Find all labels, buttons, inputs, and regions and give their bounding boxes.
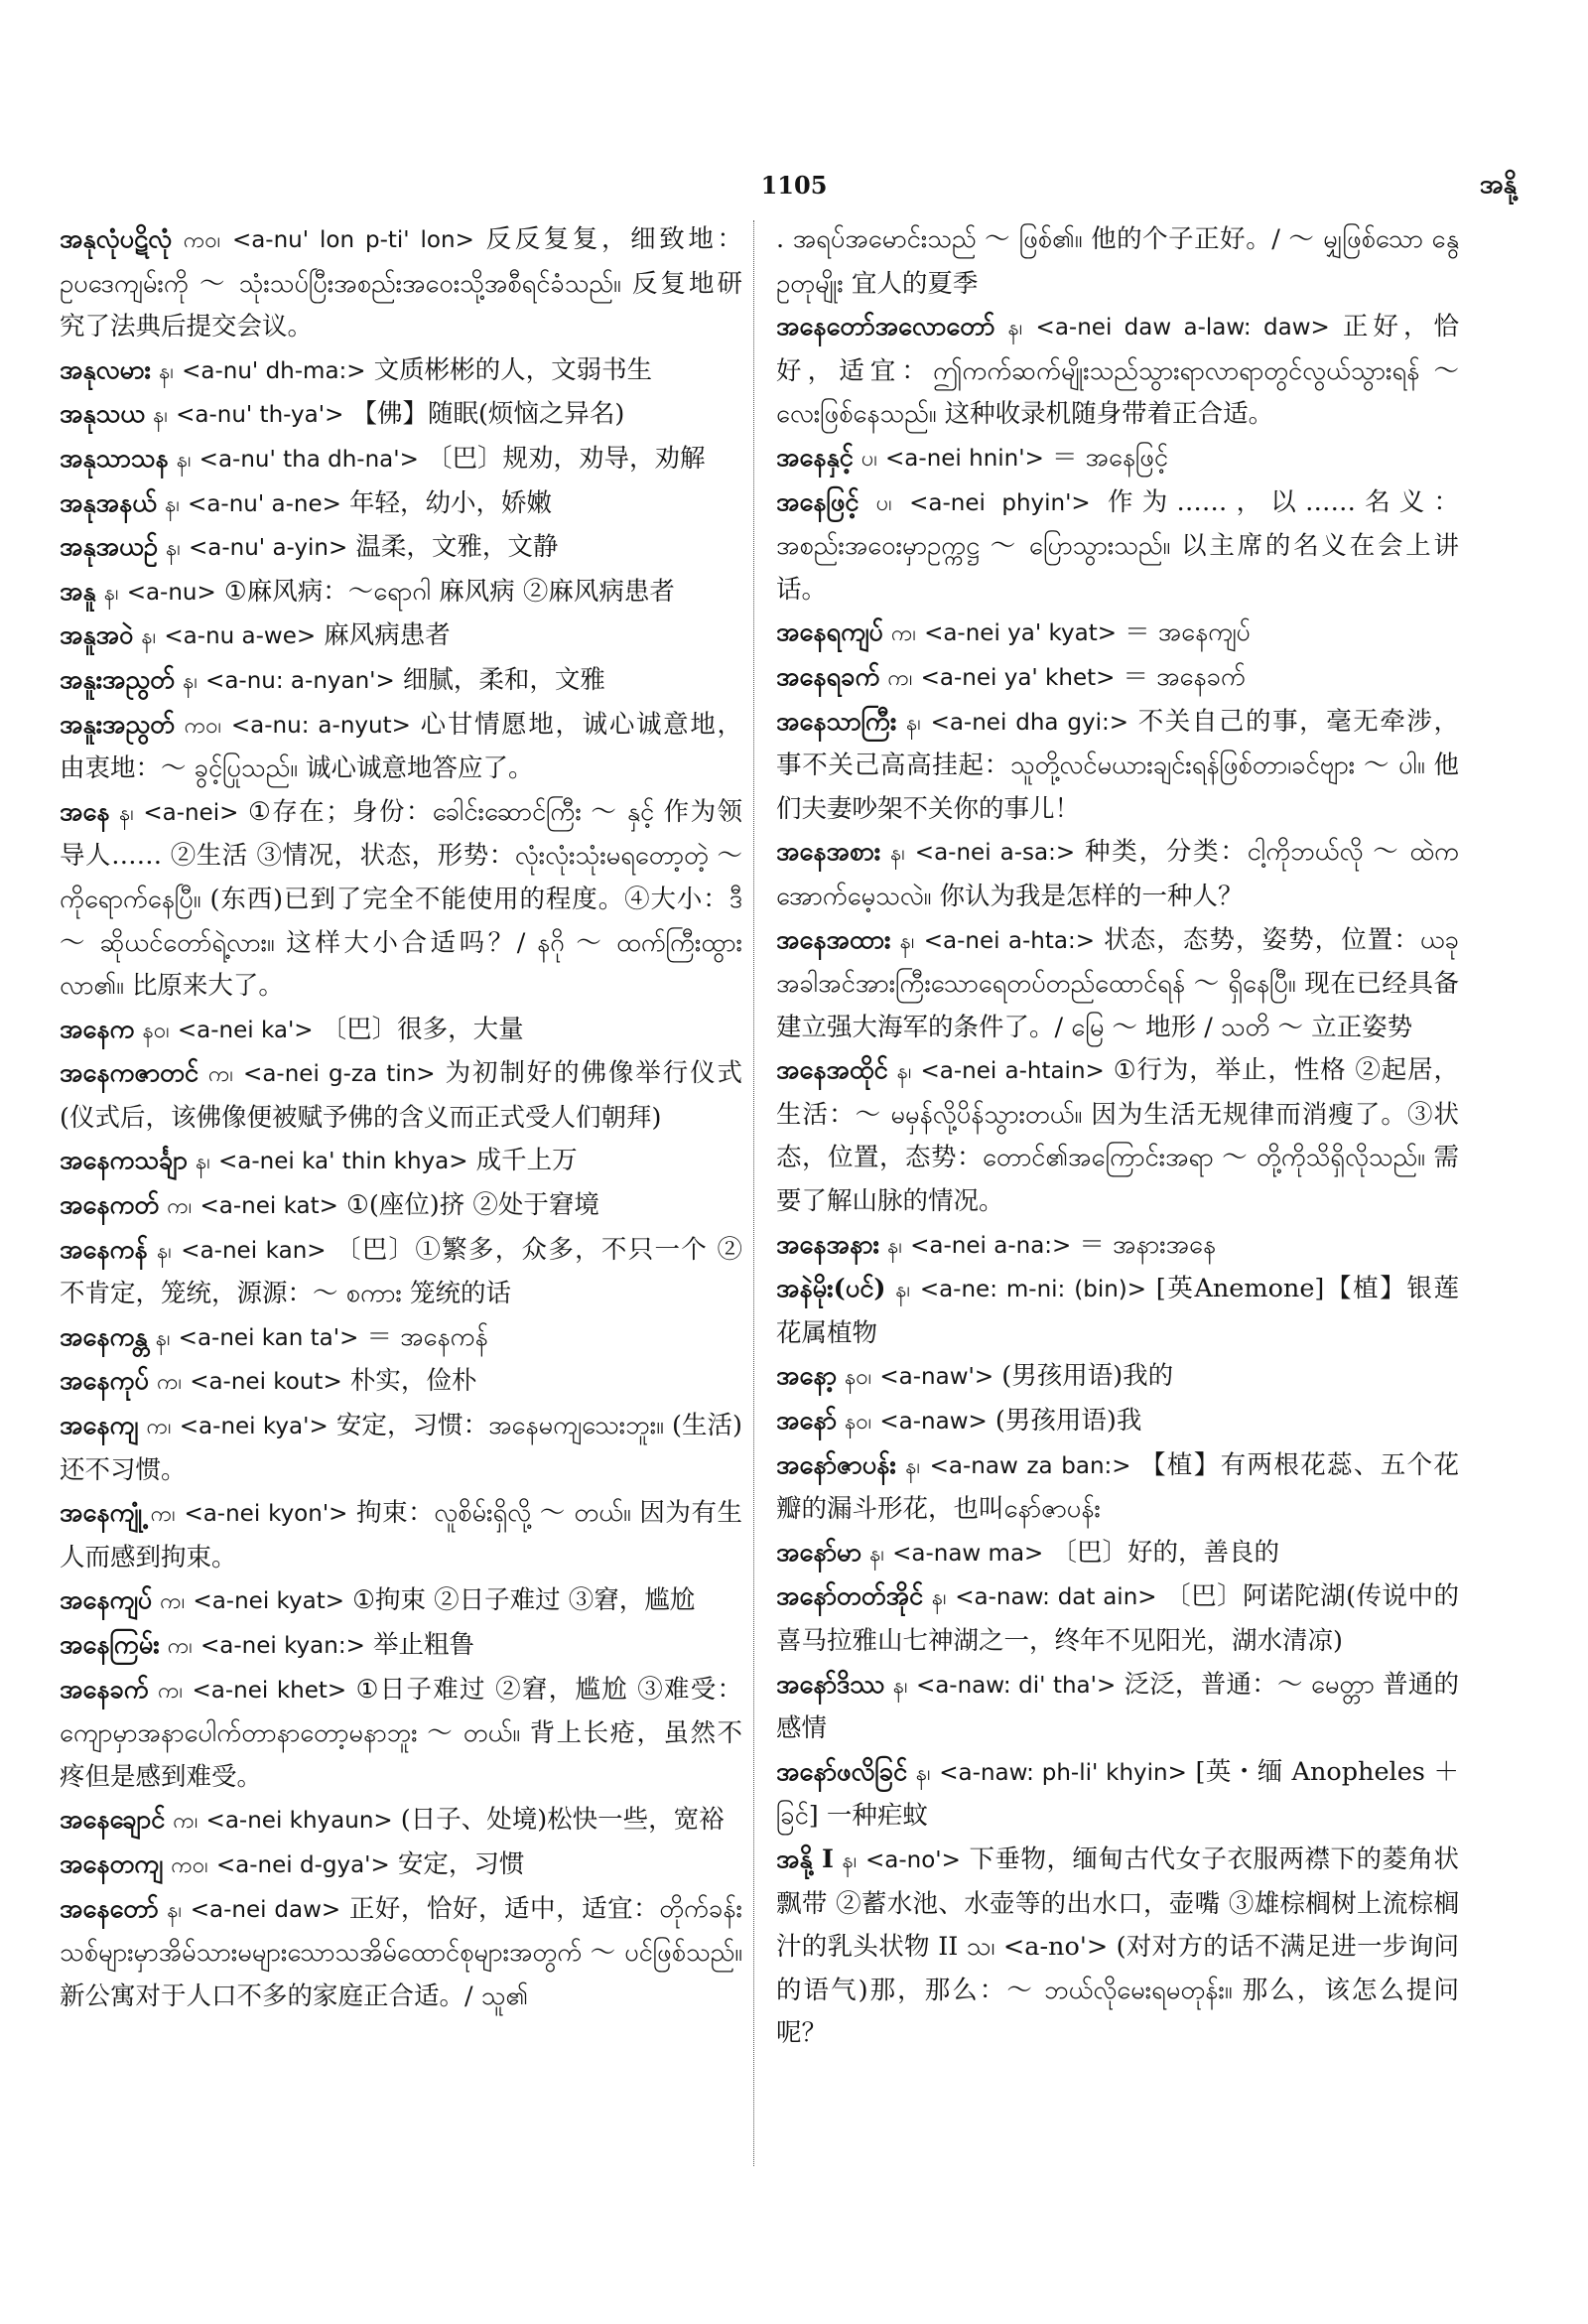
dictionary-entry [776,437,1459,481]
dictionary-entry [60,438,742,482]
entry-headword: အနို့ I [776,1844,834,1874]
entry-definition: [英・缅 Anopheles ＋ခြင်] 一种疟蚊 [776,1756,1459,1832]
entry-headword: အနော်မာ [776,1537,861,1568]
entry-part-of-speech: န၊ [159,358,174,384]
entry-romanization: <a-nei a-hta:> [923,927,1095,954]
dictionary-entry [776,1664,1459,1751]
dictionary-entry [60,1624,742,1669]
entry-definition: ＝ အနေကန် [366,1321,488,1352]
dictionary-entry [60,349,742,394]
entry-part-of-speech: က၊ [167,1194,193,1220]
entry-headword: အနော့ [776,1361,837,1392]
dictionary-entry [60,1844,742,1888]
entry-part-of-speech: က၊ [160,1589,186,1615]
entry-romanization: <a-nei d-gya'> [215,1851,390,1878]
entry-part-of-speech: န၊ [176,447,192,473]
entry-part-of-speech: က၊ [157,1370,183,1396]
dictionary-entry [776,1049,1459,1223]
entry-definition: 正好，恰好，适中，适宜：တိုက်ခန်းသစ်များမှာအိမ်သားမများသောသအိမ်ထောင်စုများအတွက် ～ ပင်ဖြစ်သည်။ 新公寓对于人口不多的家庭正合适。/ သူ၏ [60,1893,742,2011]
entry-headword: အနေကဇာတင် [60,1058,199,1089]
entry-part-of-speech: န၊ [895,1278,911,1303]
entry-headword: အနေတော် [60,1893,159,1924]
entry-part-of-speech: န၊ [155,1325,171,1351]
entry-part-of-speech: က၊ [158,1678,184,1704]
entry-romanization: <a-nei phyin'> [909,489,1091,516]
dictionary-entry [60,659,742,704]
entry-definition: 细腻，柔和，文雅 [402,664,605,695]
entry-definition: (男孩用语)我 [994,1406,1142,1436]
entry-romanization: <a-nei khyaun> [205,1808,393,1835]
entry-definition: 【佛】随眠(烦恼之异名) [351,399,625,430]
entry-definition: 年轻，幼小，娇嫩 [349,487,553,518]
dictionary-entry [60,1184,742,1229]
dictionary-entry [60,1579,742,1624]
dictionary-entry [776,1532,1459,1576]
entry-romanization: <a-nei hnin'> [885,445,1044,472]
entry-definition: 心甘情愿地，诚心诚意地，由衷地：～ ခွင့်ပြုသည်။ 诚心诚意地答应了。 [60,709,743,784]
entry-romanization: <a-nu' tha dh-na'> [198,446,419,473]
dictionary-entry [776,1444,1459,1532]
entry-romanization: <a-nu' th-ya'> [176,402,344,429]
entry-definition: 〔巴〕①繁多，众多，不只一个 ②不肯定，笼统，源源：～ စကား 笼统的话 [60,1234,743,1309]
dictionary-entry [776,1575,1459,1663]
entry-romanization: <a-nei kat> [199,1193,338,1220]
dictionary-entry [776,1355,1459,1400]
entry-romanization: <a-nei kyon'> [184,1501,348,1528]
dictionary-entry [776,218,1459,306]
dictionary-entry [60,1669,742,1800]
entry-headword: အနူးအညွတ် [60,709,175,740]
entry-definition: 举止粗鲁 [372,1630,474,1660]
entry-part-of-speech: န၊ [153,403,168,429]
entry-headword: အနူ [60,576,96,607]
entry-romanization: <a-no'> [864,1846,961,1873]
entry-romanization: <a-naw za ban:> [929,1452,1131,1479]
entry-romanization: <a-nei kan> [181,1237,327,1264]
entry-romanization: <a-naw ma> [892,1540,1044,1567]
entry-headword: အနော်ဖလိခြင် [776,1756,908,1787]
entry-romanization: <a-naw: ph-li' khyin> [939,1759,1187,1786]
entry-definition: ①麻风病：～ရောဂါ 麻风病 ②麻风病患者 [223,576,675,607]
entry-romanization: <a-nei dha gyi:> [930,709,1129,736]
entry-romanization: <a-nei kya'> [179,1414,329,1440]
dictionary-entry [776,1224,1459,1269]
entry-definition: ①(座位)挤 ②处于窘境 [345,1190,599,1221]
entry-romanization: <a-nei> [143,799,239,826]
entry-part-of-speech: ပ၊ [860,446,877,472]
entry-headword: အနုအနယ် [60,487,157,518]
entry-romanization: <a-naw> [879,1409,988,1435]
dictionary-entry [776,306,1459,437]
entry-definition: 为初制好的佛像举行仪式(仪式后，该佛像便被赋予佛的含义而正式受人们朝拜) [60,1058,742,1133]
entry-headword: အနုလမား [60,354,152,385]
entry-headword: အနေအထိုင် [776,1055,888,1086]
entry-part-of-speech: န၊ [905,1453,921,1479]
dictionary-entry [60,1316,742,1361]
dictionary-entry [60,1229,742,1316]
entry-part-of-speech: န၊ [890,841,905,867]
entry-romanization: <a-nu> [126,579,216,606]
dictionary-entry [60,791,742,1009]
entry-headword: အနုသာသန [60,443,169,474]
entry-definition: 正好，恰好，适宜：ဤကက်ဆက်မျိုးသည်သွားရာလာရာတွင်လွယ်သွားရန် ～ လေးဖြစ်နေသည်။ 这种收录机随身带着正合适。 [776,312,1459,430]
entry-romanization: <a-nei khet> [192,1677,347,1704]
right-column [776,218,1459,2056]
dictionary-entry [60,571,742,615]
entry-definition: 〔巴〕规劝，劝导，劝解 [426,443,706,474]
dictionary-entry [60,393,742,438]
entry-definition: 朴实，俭朴 [349,1366,477,1397]
entry-headword: အနော်ဇာပန်း [776,1449,896,1480]
entry-romanization: <a-nu' a-ne> [188,490,341,517]
entry-part-of-speech: န၊ [141,624,157,650]
entry-headword: အနေရခက် [776,661,880,692]
entry-definition: ＝ အနေခက် [1123,661,1246,692]
entry-headword: အနေက [60,1014,135,1044]
dictionary-entry [776,701,1459,832]
entry-definition: ＝ အနေကျပ် [1125,617,1251,648]
dictionary-entry [776,1751,1459,1839]
entry-headword: အနေတကျ [60,1848,164,1879]
entry-part-of-speech: န၊ [892,1673,908,1699]
entry-part-of-speech: န၊ [1007,316,1023,342]
entry-headword: အနေကသင်္ချာ [60,1146,188,1176]
entry-part-of-speech: နဝ၊ [845,1410,872,1435]
dictionary-entry [776,831,1459,918]
entry-headword: အနုသယ [60,399,145,430]
entry-part-of-speech: န၊ [931,1585,947,1611]
entry-part-of-speech: ကဝ၊ [183,228,221,253]
dictionary-entry [776,612,1459,656]
entry-definition: 【植】有两根花蕊、五个花瓣的漏斗形花，也叫နော်ဇာပန်း [776,1449,1459,1525]
entry-part-of-speech: န၊ [906,710,921,736]
entry-part-of-speech: နဝ၊ [845,1365,872,1391]
entry-romanization: <a-nu: a-nyut> [230,712,411,739]
entry-definition: . အရပ်အမောင်းသည် ～ ဖြစ်၏။ 他的个子正好。/ ～ မျှဖြစ်သော နွေဥတုမျိုး 宜人的夏季 [776,224,1459,299]
entry-part-of-speech: က၊ [167,1634,193,1659]
dictionary-entry [60,615,742,659]
entry-definition: 〔巴〕很多，大量 [321,1014,524,1044]
entry-headword: အနေကျ [60,1411,139,1441]
dictionary-entry [776,1400,1459,1444]
entry-headword: အနော်ဒိဿ [776,1669,885,1700]
entry-part-of-speech: န၊ [183,668,198,694]
dictionary-entry [60,482,742,527]
entry-part-of-speech: န၊ [166,536,181,562]
entry-definition: 安定，习惯：အနေမကျသေးဘူး။ (生活)还不习惯。 [60,1411,743,1485]
entry-headword: အနော် [776,1406,837,1436]
entry-headword: အနေတော်အလောတော် [776,312,995,342]
entry-romanization: <a-nei ka'> [177,1017,314,1043]
entry-romanization: <a-nei kyan:> [199,1633,365,1659]
entry-romanization: <a-nei daw> [190,1896,341,1923]
entry-definition: 温柔，文雅，文静 [355,532,559,563]
entry-part-of-speech: က၊ [208,1062,234,1088]
entry-headword: အနူးအညွတ် [60,664,175,695]
entry-definition: 拘束：လူစိမ်းရှိလို့ ～ တယ်။ 因为有生人而感到拘束。 [60,1498,742,1572]
entry-romanization: <a-nei g-za tin> [243,1061,436,1088]
dictionary-entry [60,704,742,791]
entry-definition: 成千上万 [475,1146,578,1176]
entry-part-of-speech: က၊ [150,1502,176,1528]
page-number: 1105 [760,171,828,200]
dictionary-entry [776,1839,1459,2056]
entry-romanization: <a-nei a-htain> [920,1058,1105,1085]
entry-headword: အနုအယဉ် [60,532,158,563]
entry-romanization: <a-nei kan ta'> [178,1324,359,1351]
column-divider [753,220,754,2166]
entry-definition: ①行为，举止，性格 ②起居，生活：～ မမှန်လို့ပိန်သွားတယ်။ 因为生活无规律而消瘦了。③状态，位置，态势：တောင်၏အကြောင်းအရာ ～ တို့ကိုသိရှိလိုသည်။ 需要了解山脉的情况。 [776,1055,1460,1217]
entry-headword: အနေကျပ် [60,1585,153,1616]
entry-definition: 反反复复，细致地：ဥပဒေကျမ်းကို ～ သုံးသပ်ပြီးအစည်းအဝေးသို့အစီရင်ခံသည်။ 反复地研究了法典后提交会议。 [60,224,743,342]
dictionary-entry [60,526,742,571]
entry-part-of-speech: န၊ [842,1847,858,1873]
entry-part-of-speech: န၊ [167,1897,183,1923]
entry-part-of-speech: န၊ [118,800,134,826]
entry-definition: (男孩用语)我的 [1001,1361,1174,1392]
entry-romanization: <a-nu' lon p-ti' lon> [231,227,474,253]
dictionary-entry [60,1799,742,1844]
dictionary-entry [776,1268,1459,1355]
entry-headword: အနေကုပ် [60,1366,149,1397]
entry-headword: အနေဖြင့် [776,486,860,517]
entry-romanization: <a-nei ka' thin khya> [218,1149,468,1175]
dictionary-entry [60,218,742,349]
entry-part-of-speech: ပ၊ [875,490,892,516]
entry-part-of-speech: နဝ၊ [142,1018,170,1043]
entry-definition: 安定，习惯 [397,1848,525,1879]
entry-part-of-speech: န၊ [899,928,915,954]
dictionary-entry [60,1140,742,1184]
entry-romanization: <a-nu: a-nyan'> [205,667,395,694]
entry-definition: 作为……，以……名义：အစည်းအဝေးမှာဥက္ကဋ္ဌ ～ ပြောသွားသည်။ 以主席的名义在会上讲话。 [776,486,1459,605]
entry-romanization: <a-nei ya' kyat> [924,620,1117,647]
entry-part-of-speech: န၊ [887,1233,903,1259]
entry-part-of-speech: က၊ [173,1809,198,1835]
entry-definition: 下垂物，缅甸古代女子衣服两襟下的菱角状飘带 ②蓄水池、水壶等的出水口，壶嘴 ③雄棕榈树上流棕榈汁的乳头状物 II သ၊ <a-no'> (对对方的话不满足进一步询问的语气)那，那么：～ ဘယ်လိုမေးရမတုန်း။ 那么，该怎么提问呢？ [776,1844,1459,2049]
entry-headword: အနော်တတ်အိုင် [776,1581,924,1612]
dictionary-entry [776,656,1459,701]
dictionary-entry [776,919,1459,1050]
entry-headword: အနေအနား [776,1229,880,1260]
entry-definition: ①存在；身份：ခေါင်းဆောင်ကြီး ～ နှင့် 作为领导人…… ②生活 ③情况，状态，形势：လုံးလုံးသုံးမရတော့တဲ့ ～ ကိုရောက်နေပြီ။ (东西)已到了完全不能使用的程度。④大小：ဒီ ～ ဆိုယင်တော်ရဲ့လား။ 这样大小合适吗？/ နဂို ～ ထက်ကြီးထွားလာ၏။ 比原来大了。 [60,796,743,1002]
entry-headword: အနေကန္တ [60,1321,148,1352]
entry-part-of-speech: ကဝ၊ [184,713,222,739]
entry-romanization: <a-nu' dh-ma:> [182,357,366,384]
entry-headword: အနေနှင့် [776,442,854,473]
entry-headword: အနေရကျပ် [776,617,883,648]
entry-definition: 不关自己的事，毫无牵涉，事不关己高高挂起：သူတို့လင်မယားချင်းရန်ဖြစ်တာ၊ခင်ဗျား ～ ပါ။ 他们夫妻吵架不关你的事儿！ [776,706,1459,824]
dictionary-entry [60,1052,742,1140]
entry-part-of-speech: န၊ [103,580,119,606]
entry-headword: အနဲမိုး(ပင်) [776,1274,886,1304]
entry-romanization: <a-ne: m-ni: (bin)> [919,1277,1147,1303]
entry-definition: 〔巴〕好的，善良的 [1051,1537,1279,1568]
entry-definition: ①拘束 ②日子难过 ③窘，尴尬 [352,1585,696,1616]
entry-part-of-speech: န၊ [196,1150,210,1175]
dictionary-entry [60,1888,742,2019]
entry-romanization: <a-nei a-sa:> [914,840,1076,867]
entry-headword: အနေကန် [60,1234,148,1265]
dictionary-entry [60,1009,742,1053]
entry-romanization: <a-nu a-we> [164,623,317,650]
entry-headword: အနေခက် [60,1674,149,1705]
entry-part-of-speech: က၊ [146,1415,172,1440]
dictionary-entry [60,1492,742,1579]
entry-part-of-speech: န၊ [869,1541,884,1567]
entry-definition: 泛泛，普通：～ မေတ္တာ 普通的感情 [776,1669,1460,1744]
entry-romanization: <a-nu' a-yin> [188,535,348,562]
entry-definition: ＝ အနေဖြင့် [1051,442,1169,473]
entry-romanization: <a-nei kout> [190,1369,342,1396]
entry-romanization: <a-naw: dat ain> [955,1584,1157,1611]
entry-definition: (日子、处境)松快一些，宽裕 [400,1805,725,1836]
entry-definition: [英Anemone]【植】银莲花属植物 [776,1274,1460,1348]
entry-headword: အနုလုံပဋိလုံ [60,224,173,254]
entry-romanization: <a-nei daw a-law: daw> [1035,315,1330,342]
dictionary-entry [60,1405,742,1492]
entry-part-of-speech: န၊ [165,491,180,517]
dictionary-entry [776,481,1459,613]
entry-part-of-speech: န၊ [896,1059,912,1085]
entry-definition: 种类，分类：ငါ့ကိုဘယ်လို ～ ထဲကအောက်မေ့သလဲ။ 你认为我是怎样的一种人？ [776,837,1459,911]
entry-part-of-speech: က၊ [890,621,916,647]
entry-headword: အနေကျုံ့ [60,1498,143,1529]
entry-definition: 状态，态势，姿势，位置：ယခုအခါအင်အားကြီးသောရေတပ်တည်ထောင်ရန် ～ ရှိနေပြီ။ 现在已经具备建立强大海军的条件了。/ မြေ ～ 地形 / သတိ ～ 立正姿势 [776,924,1459,1042]
entry-part-of-speech: န၊ [157,1238,172,1264]
entry-headword: အနေ [60,796,110,827]
entry-headword: အနေချောင် [60,1805,166,1836]
entry-definition: ①日子难过 ②窘，尴尬 ③难受：ကျောမှာအနာပေါက်တာနာတော့မနာဘူး ～ တယ်။ 背上长疮，虽然不疼但是感到难受。 [60,1674,743,1792]
entry-headword: အနေအထား [776,924,891,955]
entry-definition: 文质彬彬的人，文弱书生 [373,354,653,385]
entry-headword: အနူအဝဲ [60,620,134,651]
dictionary-entry [60,1360,742,1405]
entry-romanization: <a-nei a-na:> [910,1232,1072,1259]
entry-headword: အနေကြမ်း [60,1630,160,1660]
entry-headword: အနေသာကြီး [776,706,897,737]
entry-definition: ＝ အနားအနေ [1079,1229,1217,1260]
entry-part-of-speech: က၊ [887,665,913,691]
entry-definition: 麻风病患者 [324,620,451,651]
entry-part-of-speech: န၊ [915,1760,931,1786]
entry-part-of-speech: ကဝ၊ [171,1852,208,1878]
running-head: အနို့ [1479,170,1517,200]
entry-headword: အနေအစား [776,837,881,868]
entry-romanization: <a-naw'> [879,1364,994,1391]
left-column [60,218,742,2018]
entry-romanization: <a-naw: di' tha'> [915,1672,1117,1699]
entry-romanization: <a-nei kyat> [193,1588,345,1615]
entry-headword: အနေကတ် [60,1190,160,1221]
entry-romanization: <a-nei ya' khet> [920,664,1116,691]
entry-definition: 〔巴〕阿诺陀湖(传说中的喜马拉雅山七神湖之一，终年不见阳光，湖水清凉) [776,1581,1460,1656]
